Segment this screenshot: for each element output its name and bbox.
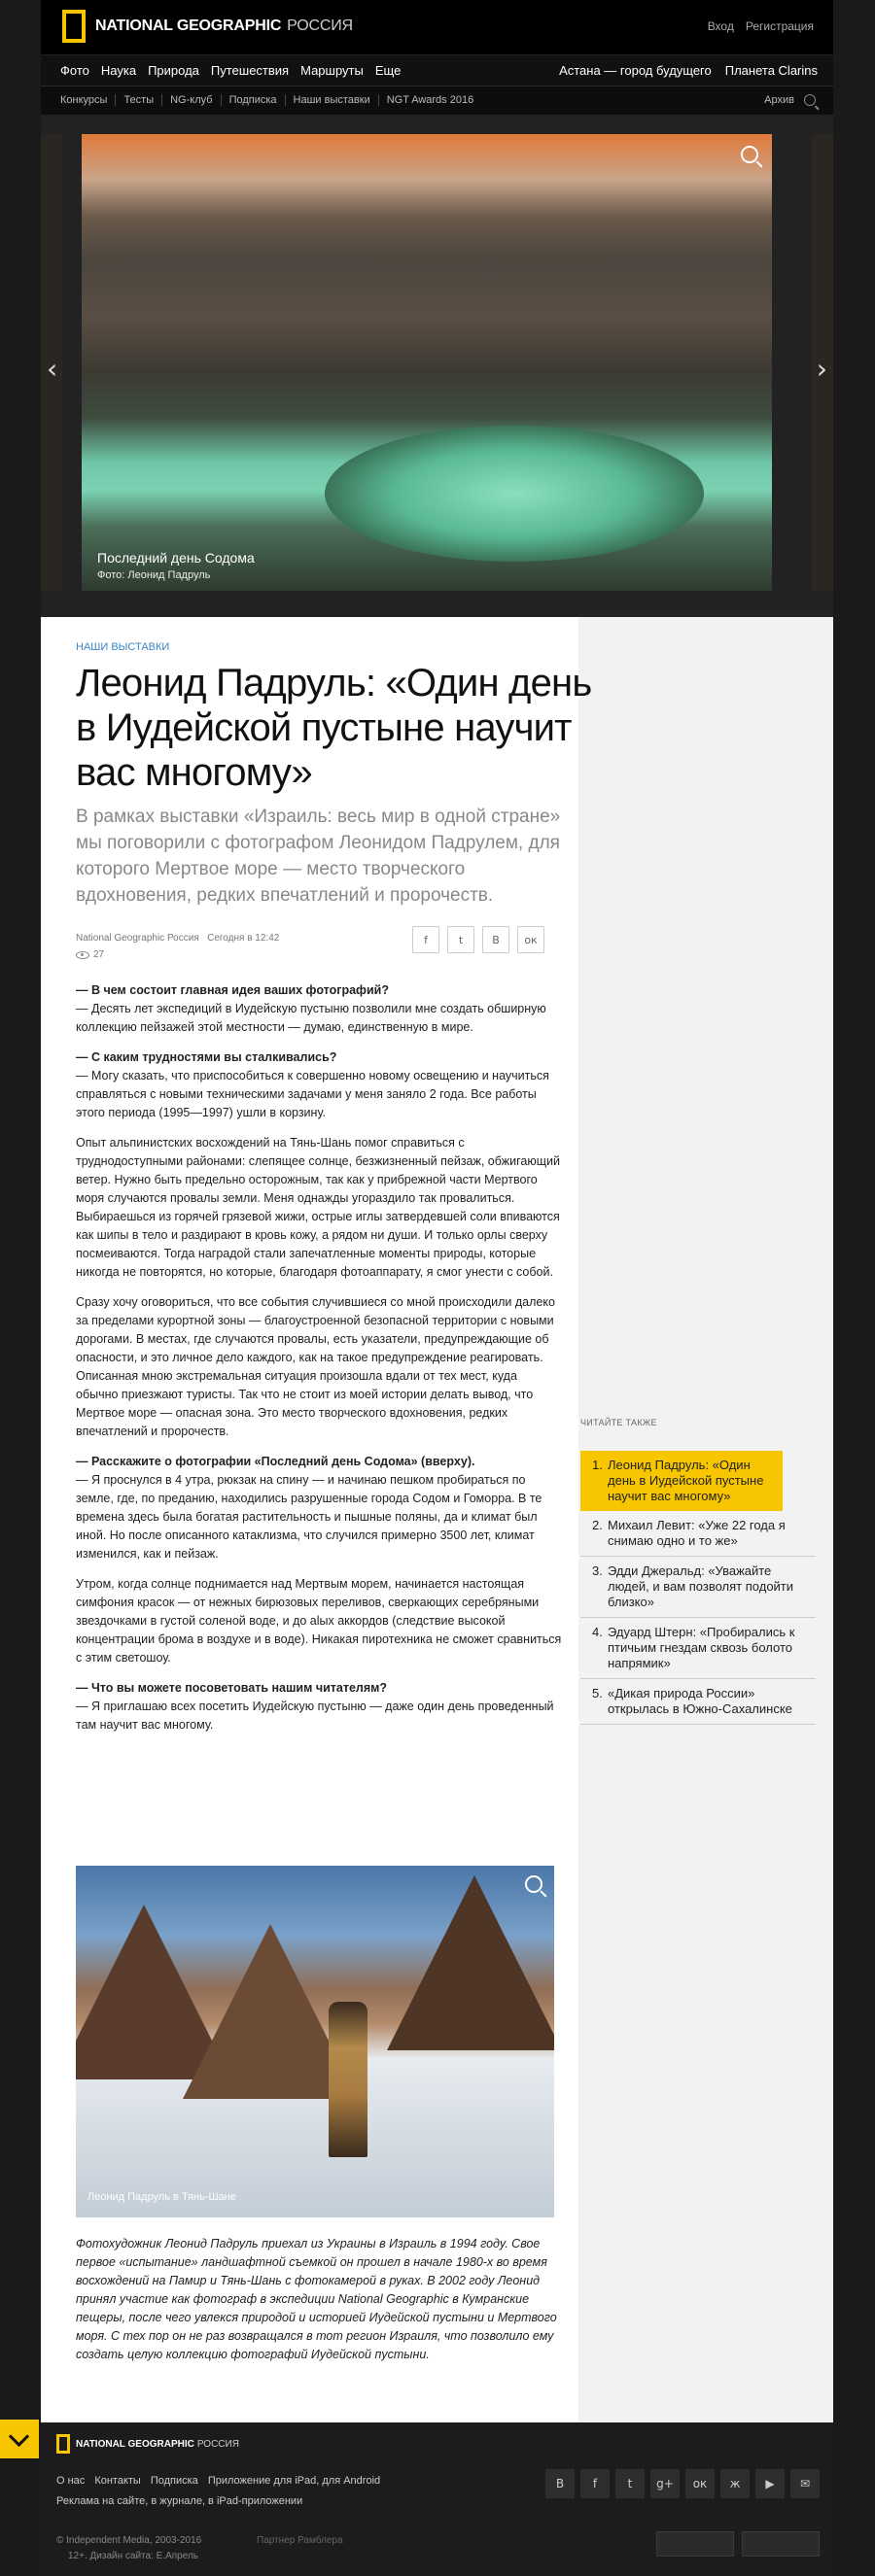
- footer-social: [545, 2469, 820, 2498]
- logo-yellow-frame-icon: [62, 10, 86, 43]
- interview-answer: Утром, когда солнце поднимается над Мертвым морем, начинается настоящая симфония красок — от нежных бирюзовых переливов, сверкающих серебряными звездочками в густой соленой воде, и до alых аккордов (следствие высокой концентрации брома в воздухе и в воде). Никакая пиротехника не сможет сравниться с этим светошоу.: [76, 1577, 562, 1665]
- interview-answer: — Я приглашаю всех посетить Иудейскую пустыню — даже один день проведенный там научит вас многому.: [76, 1700, 554, 1732]
- counter-badge[interactable]: [656, 2531, 734, 2557]
- copyright: © Independent Media, 2003-2016: [56, 2535, 202, 2546]
- share-ok-button[interactable]: ок: [517, 926, 544, 953]
- sub-nav: [41, 86, 833, 115]
- nav-item-photo[interactable]: Фото: [60, 63, 89, 78]
- footer-link-contacts[interactable]: Контакты: [94, 2475, 141, 2487]
- register-link[interactable]: Регистрация: [745, 19, 814, 33]
- article-paragraph: [76, 1134, 562, 1282]
- related-item[interactable]: 1. Леонид Падруль: «Один день в Иудейской пустыне научит вас многому»: [580, 1451, 783, 1511]
- top-header: [41, 0, 833, 54]
- gallery-caption: Последний день Содома: [97, 550, 255, 566]
- interview-question: — В чем состоит главная идея ваших фотографий?: [76, 983, 389, 997]
- gallery-main-photo[interactable]: [82, 134, 772, 591]
- archive-link[interactable]: Архив: [764, 94, 794, 106]
- auth-links: [708, 19, 814, 33]
- search-icon[interactable]: [804, 94, 816, 106]
- logo-region: РОССИЯ: [287, 17, 353, 34]
- article-lead: В рамках выставки «Израиль: весь мир в одной стране» мы поговорили с фотографом Леонидом Падрулем, для которого Мертвое море — место творческого вдохновения, редких впечатлений и пророчеств.: [76, 807, 561, 906]
- gallery-credit: Фото: Леонид Падруль: [97, 569, 211, 581]
- sidebar-title: ЧИТАЙТЕ ТАКЖЕ: [580, 1418, 657, 1427]
- subnav-item-subscription[interactable]: Подписка: [221, 94, 285, 106]
- nav-promo-clarins[interactable]: Планета Clarins: [724, 63, 818, 78]
- zoom-icon[interactable]: [525, 1875, 542, 1893]
- footer-links-ads: [56, 2495, 302, 2507]
- article-rubric[interactable]: НАШИ ВЫСТАВКИ: [76, 641, 170, 653]
- login-link[interactable]: Вход: [707, 19, 734, 33]
- logo-brand: NATIONAL GEOGRAPHIC: [95, 17, 282, 34]
- photo-description: Фотохудожник Леонид Падруль приехал из Украины в Израиль в 1994 году. Свое первое «испытание» ландшафтной съемкой он прошел в начале 1980-х во время восхождений на Памир и Тянь-Шань с фотокамерой в руках. В 2002 году Леонид принял участие как фотограф в экспедиции National Geographic в Кумранские пещеры, после чего увлекся природой и историей Иудейской пустыни и Мертвого моря. С тех пор он не раз возвращался в тот регион Израиля, что позволило ему создать целую коллекцию фотографий Иудейской пустыни.: [76, 2237, 557, 2361]
- photo-detail: [325, 426, 704, 562]
- nav-item-routes[interactable]: Маршруты: [300, 63, 364, 78]
- age-rating: 12+. Дизайн сайта: E.Апрель: [68, 2551, 199, 2561]
- facebook-icon[interactable]: f: [580, 2469, 610, 2498]
- main-nav: [41, 54, 833, 86]
- article-paragraph: [76, 1453, 562, 1563]
- share-vk-button[interactable]: В: [482, 926, 509, 953]
- share-buttons: [412, 926, 544, 953]
- footer-link-subscription[interactable]: Подписка: [150, 2475, 198, 2487]
- site-logo[interactable]: [62, 10, 353, 43]
- subnav-item-ngclub[interactable]: NG-клуб: [161, 94, 220, 106]
- interview-answer: — Десять лет экспедиций в Иудейскую пустыню позволили мне создать обширную коллекцию пейзажей этой местности — думаю, единственную в мире.: [76, 1002, 546, 1034]
- youtube-icon[interactable]: ▶: [755, 2469, 785, 2498]
- eye-icon: [76, 951, 89, 959]
- footer-link-about[interactable]: О нас: [56, 2475, 86, 2487]
- photo-detail: [387, 1875, 554, 2050]
- article-source[interactable]: National Geographic Россия: [76, 933, 199, 944]
- related-item[interactable]: 3. Эдди Джеральд: «Уважайте людей, и вам позволят подойти близко»: [580, 1557, 816, 1618]
- nav-item-nature[interactable]: Природа: [148, 63, 199, 78]
- photo-caption: Леонид Падруль в Тянь-Шане: [88, 2191, 236, 2203]
- vk-icon[interactable]: В: [545, 2469, 575, 2498]
- zoom-icon[interactable]: [741, 146, 758, 163]
- related-item[interactable]: 2. Михаил Левит: «Уже 22 года я снимаю одно и то же»: [580, 1511, 816, 1557]
- footer-link-apps[interactable]: Приложение для iPad, для Android: [207, 2475, 381, 2487]
- article-photo-mountains[interactable]: [76, 1866, 554, 2217]
- interview-question: — С каким трудностями вы сталкивались?: [76, 1050, 337, 1064]
- article-views: [76, 949, 104, 960]
- twitter-icon[interactable]: t: [615, 2469, 645, 2498]
- article-title: Леонид Падруль: «Один день в Иудейской пустыне научит вас многому»: [76, 662, 592, 794]
- mail-icon[interactable]: ✉: [790, 2469, 820, 2498]
- nav-promo-astana[interactable]: Астана — город будущего: [559, 63, 712, 78]
- nav-item-travel[interactable]: Путешествия: [210, 63, 290, 78]
- logo-yellow-frame-icon: [56, 2434, 70, 2454]
- interview-answer: — Могу сказать, что приспособиться к совершенно новому освещению и научиться справляться с новыми техническими задачами у меня заняло 2 года. Все работы этого периода (1995—1997) ушли в корзину.: [76, 1069, 549, 1119]
- photo-gallery: [41, 115, 833, 617]
- article-paragraph: [76, 1679, 562, 1735]
- chevron-left-icon[interactable]: ‹: [47, 353, 58, 385]
- footer-link-advertising[interactable]: Реклама на сайте, в журнале, в iPad-приложении: [56, 2495, 303, 2507]
- google-plus-icon[interactable]: g+: [650, 2469, 680, 2498]
- footer-badges: [656, 2531, 820, 2557]
- footer-links: [56, 2475, 380, 2487]
- footer-logo[interactable]: NATIONAL GEOGRAPHIC РОССИЯ: [56, 2434, 239, 2454]
- site-footer: [41, 2422, 833, 2576]
- related-item[interactable]: 4. Эдуард Штерн: «Пробирались к птичьим гнездам сквозь болото напрямик»: [580, 1618, 816, 1679]
- subnav-item-contests[interactable]: Конкурсы: [60, 94, 108, 106]
- interview-answer: Сразу хочу оговориться, что все события случившиеся со мной происходили далеко за пределами курортной зоны — благоустроенной безопасной территории с новыми дорогами. В местах, где случаются провалы, есть указатели, предупреждающие об опасности, и это личное дело каждого, как на такое предупреждение реагировать. Описанная мною экстремальная ситуация произошла вдали от тех мест, куда обычно приезжают туристы. Так что не стоит из моей истории делать вывод, что Мертвое море — опасная зона. Это место творческого вдохновения, редких впечатлений и пророчеств.: [76, 1295, 555, 1438]
- views-count: 27: [93, 949, 105, 960]
- scroll-down-icon[interactable]: [0, 2420, 39, 2458]
- livejournal-icon[interactable]: ж: [720, 2469, 750, 2498]
- share-facebook-button[interactable]: f: [412, 926, 439, 953]
- counter-badge[interactable]: [742, 2531, 820, 2557]
- related-item[interactable]: 5. «Дикая природа России» открылась в Южно-Сахалинске: [580, 1679, 816, 1725]
- article-paragraph: [76, 981, 562, 1037]
- article-container: [41, 617, 833, 2422]
- share-twitter-button[interactable]: t: [447, 926, 474, 953]
- interview-question: — Что вы можете посоветовать нашим читателям?: [76, 1681, 388, 1695]
- article-paragraph: [76, 1293, 562, 1441]
- related-list: [580, 1451, 816, 1725]
- partner-text: Партнер Рамблера: [257, 2535, 343, 2546]
- odnoklassniki-icon[interactable]: ок: [685, 2469, 715, 2498]
- chevron-right-icon[interactable]: ›: [816, 353, 827, 385]
- article-paragraph: [76, 1575, 562, 1667]
- subnav-item-exhibitions[interactable]: Наши выставки: [285, 94, 378, 106]
- interview-answer: Опыт альпинистских восхождений на Тянь-Шань помог справиться с труднодоступными районами: слепящее солнце, безжизненный пейзаж, обжигающий ветер. Нужно быть предельно осторожным, так как у прибрежной части Мертвого моря случаются провалы земли. Меня однажды угораздило так провалиться. Выбираешься из горячей грязевой жижи, острые иглы затвердевшей соли впиваются как шипы в тело и раздирают в кровь кожу, а рядом ни души. И только орлы сверху посмеиваются. Тогда наградой стали запечатленные моменты природы, которые никогда не повторятся, но которые, благодаря фотоаппарату, я смог унести с собой.: [76, 1136, 560, 1279]
- photo-detail: [329, 2002, 368, 2157]
- nav-item-more[interactable]: Еще: [374, 63, 402, 78]
- interview-question: — Расскажите о фотографии «Последний день Содома» (вверху).: [76, 1455, 475, 1468]
- article-body: [76, 981, 562, 1746]
- article-date: Сегодня в 12:42: [207, 933, 280, 944]
- nav-item-science[interactable]: Наука: [100, 63, 137, 78]
- article-paragraph: [76, 1048, 562, 1122]
- article-meta: [76, 933, 279, 944]
- interview-answer: — Я проснулся в 4 утра, рюкзак на спину — и начинаю пешком пробираться по земле, где, по преданию, находились разрушенные города Содом и Гоморра. В те времена здесь была богатая растительность и пышные поляны, да и климат был иной. Но после описанного катаклизма, что случился примерно 3500 лет, климат изменился, как и пейзаж.: [76, 1473, 542, 1561]
- subnav-item-ngt-awards[interactable]: NGT Awards 2016: [378, 94, 481, 106]
- subnav-item-tests[interactable]: Тесты: [115, 94, 161, 106]
